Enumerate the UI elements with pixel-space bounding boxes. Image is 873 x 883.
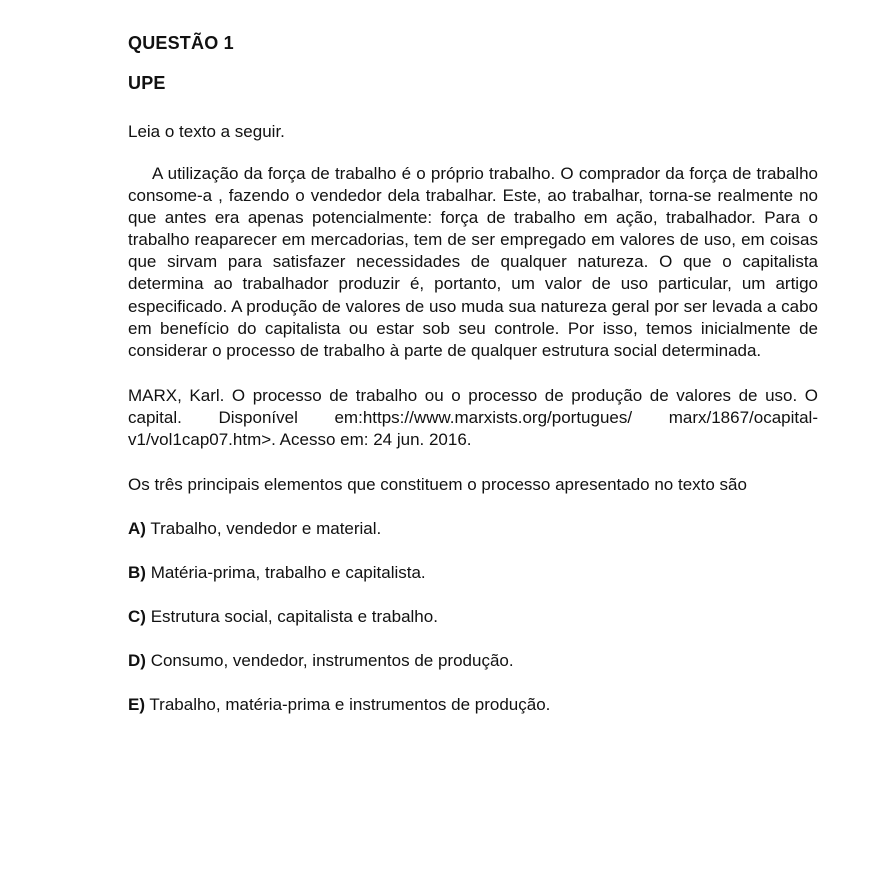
answer-option-b[interactable]: [128, 562, 818, 584]
option-letter: C): [128, 606, 146, 626]
answer-option-e[interactable]: [128, 694, 818, 716]
option-letter: E): [128, 694, 145, 714]
option-text: Trabalho, vendedor e material.: [150, 518, 382, 538]
question-content: [128, 33, 818, 738]
citation-text: MARX, Karl. O processo de trabalho ou o processo de produção de valores de uso. O capital. Disponível em:https://www.marxists.org/portugues/ marx/1867/ocapital-v1/vol1cap07.htm>. Acesso em: 24 jun. 2016.: [128, 385, 818, 449]
question-intro: Leia o texto a seguir.: [128, 122, 285, 141]
question-prompt: Os três principais elementos que constituem o processo apresentado no texto são: [128, 474, 747, 494]
question-source: UPE: [128, 73, 166, 93]
question-title: QUESTÃO 1: [128, 33, 234, 53]
option-text: Consumo, vendedor, instrumentos de produção.: [150, 650, 514, 670]
answer-option-d[interactable]: [128, 650, 818, 672]
option-text: Trabalho, matéria-prima e instrumentos de produção.: [149, 694, 551, 714]
option-text: Estrutura social, capitalista e trabalho.: [150, 606, 438, 626]
answer-option-a[interactable]: [128, 518, 818, 540]
option-letter: B): [128, 562, 146, 582]
passage-text: A utilização da força de trabalho é o próprio trabalho. O comprador da força de trabalho consome-a , fazendo o vendedor dela trabalhar. Este, ao trabalhar, torna-se realmente no que antes era apenas potencialmente: força de trabalho em ação, trabalhador. Para o trabalho reaparecer em mercadorias, tem de ser empregado em valores de uso, em coisas que sirvam para satisfazer necessidades de qualquer natureza. O que o capitalista determina ao trabalhador produzir é, portanto, um valor de uso particular, um artigo especificado. A produção de valores de uso muda sua natureza geral por ser levada a cabo em benefício do capitalista ou estar sob seu controle. Por isso, temos inicialmente de considerar o processo de trabalho à parte de qualquer estrutura social determinada.: [128, 164, 818, 360]
option-letter: A): [128, 518, 146, 538]
option-text: Matéria-prima, trabalho e capitalista.: [150, 562, 426, 582]
answer-option-c[interactable]: [128, 606, 818, 628]
answer-options: [128, 518, 818, 716]
option-letter: D): [128, 650, 146, 670]
